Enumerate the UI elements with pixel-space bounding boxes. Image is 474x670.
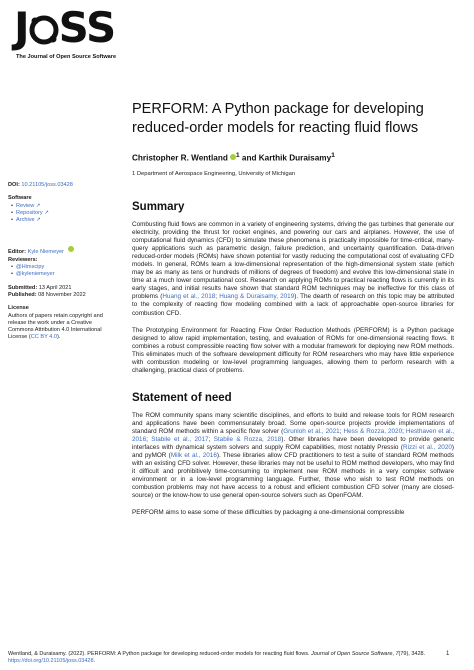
software-label: Software — [8, 195, 32, 202]
need-heading: Statement of need — [132, 391, 232, 404]
citation-link[interactable]: Stabile et al., 2017 — [151, 435, 209, 443]
author-name: Karthik Duraisamy — [258, 153, 332, 163]
reviewer-link[interactable]: @kyleniemeyer — [15, 271, 55, 278]
citation-link[interactable]: Hesthaven et al., 2016 — [132, 427, 455, 443]
need-paragraph: The ROM community spans many scientific disciplines, and efforts to build and release tools for ROM research and applications have been commensurately broad. Some open-source projects provide implementations of standard ROM methods within a specific flow solver (Grunloh et al., 2021; Hess & Rozza, 2020; Hesthaven et al., 2016; Stabile et al., 2017; Stabile & Rozza, 2018). Other libraries have been developed to provide generic interfaces with dynamical system solvers and supply ROM capabilities, most notably Pressio (Rizzi et al., 2020) and pyMOR (Milk et al., 2016). These libraries allow CFD practitioners to test a suite of standard ROM methods with an existing CFD solver. However, these libraries may not be useful to ROM method developers, who may find it difficult and prohibitively time-consuming to implement new ROM methods in a very complex software environment or in a low-level programming language. Further, those who wish to test ROM methods on combustion problems may not have access to a robust and efficient combustion CFD solver (many are closed-source) or the know-how to use general open-source solvers such as OpenFOAM. — [132, 411, 455, 500]
citation-link[interactable]: Grunloh et al., 2021 — [283, 427, 340, 435]
citation-link[interactable]: Hess & Rozza, 2020 — [343, 427, 403, 435]
need-paragraph: PERFORM aims to ease some of these difficulties by packaging a one-dimensional compressible — [132, 509, 405, 517]
license-text: Authors of papers retain copyright and release the work under a Creative Commons Attribution 4.0 International License (CC BY 4.0). — [8, 312, 103, 341]
summary-paragraph: Combusting fluid flows are common in a variety of engineering systems, driving the gas turbines that generate our electricity, providing the thrust for rocket engines, and powering our cars and airplanes. However, the use of computational fluid dynamics (CFD) to simulate these phenomena is practically impossible for time-critical, many-query applications such as parametric design, failure prediction, and uncertainty quantification. Data-driven reduced-order models (ROMs) have shown potential for vastly reducing the computational cost of evaluating CFD models. In general, ROMs learn a low-dimensional representation of the high-dimensional system state (which may be as many as tens or hundreds of millions of degrees of freedom) and evolve this low-dimensional state in time at a much lower computational cost. Research on applying ROMs to practical reacting flows is currently in its early stages, and initial results have shown that standard ROM techniques may be ineffective for this class of problems (Huang et al., 2018; Huang & Duraisamy, 2019). The dearth of research on this topic may be attributed to the complexity of reacting flow modeling combined with a lack of approachable open-source libraries for combustion CFD. — [132, 221, 454, 317]
paper-title: PERFORM: A Python package for developing reduced-order models for reacting fluid flows — [132, 101, 424, 136]
software-links — [8, 203, 118, 225]
citation-link[interactable]: Huang et al., 2018 — [162, 293, 216, 301]
summary-heading: Summary — [132, 201, 185, 213]
author-name: Christopher R. Wentland — [132, 153, 228, 163]
citation-link[interactable]: Huang & Duraisamy, 2019 — [219, 293, 295, 301]
page-footer: Wentland, & Duraisamy. (2022). PERFORM: A Python package for developing reduced-order models for reacting fluid flows. Journal of Open Source Software, 7(79), 3428. https://doi.org/10.21105/joss.03428. — [8, 651, 426, 664]
reviewer-link[interactable]: @Himscipy — [15, 264, 45, 271]
citation-link[interactable]: Rizzi et al., 2020 — [402, 444, 452, 452]
review-link[interactable]: Review ↗ — [15, 202, 41, 209]
citation-link[interactable]: Stabile & Rozza, 2018 — [213, 435, 282, 443]
journal-logo — [14, 3, 138, 60]
archive-link[interactable]: Archive ↗ — [15, 217, 41, 224]
license-link[interactable]: CC BY 4.0 — [30, 334, 58, 341]
citation-link[interactable]: Milk et al., 2016 — [170, 452, 217, 460]
main-content — [132, 200, 454, 517]
submitted-date: 13 April 2021 — [38, 284, 72, 291]
reviewers-list — [8, 264, 118, 279]
reviewers-label: Reviewers: — [8, 256, 38, 263]
doi-link[interactable]: 10.21105/joss.03428 — [21, 182, 73, 188]
footer-doi-link[interactable]: https://doi.org/10.21105/joss.03428 — [8, 658, 94, 664]
journal-name: The Journal of Open Source Software — [16, 54, 117, 60]
orcid-icon[interactable] — [68, 246, 74, 252]
logo-letters: J SS — [14, 3, 116, 52]
metadata-sidebar: DOI: 10.21105/joss.03428 Software • Review ↗ • Repository ↗ • Archive ↗ Editor: Kyle Niemeyer Reviewers: • @Himscipy • @kyleniemeyer Submitted: 13 April 2021 Published: 08 November 2022 License Authors of papers retain copyright and release the work under a Creative Commons Attribution 4.0 International License (CC BY 4.0). — [8, 182, 118, 342]
editor-link[interactable]: Kyle Niemeyer — [27, 249, 64, 256]
published-date: 08 November 2022 — [38, 291, 86, 298]
summary-paragraph: The Prototyping Environment for Reacting Flow Order Reduction Methods (PERFORM) is a Python package designed to allow rapid implementation, testing, and evaluation of ROMs for one-dimensional reacting flows. It combines a robust compressible reacting flow solver with a modular framework for deploying new ROM methods. This eliminates much of the software development difficulty for ROM researchers who may have little experience with combustion modeling or low-level programming languages, allowing them to perform research with a challenging, practical class of problems. — [132, 326, 454, 374]
affiliation: 1 Department of Aerospace Engineering, University of Michigan — [132, 171, 296, 177]
author-line: Christopher R. Wentland $^1$ and Karthik Duraisamy$^1$ — [132, 152, 335, 163]
license-label: License — [8, 305, 29, 312]
page-number: 1 — [446, 651, 450, 657]
repository-link[interactable]: Repository ↗ — [15, 209, 49, 216]
orbit-icon — [29, 9, 59, 43]
